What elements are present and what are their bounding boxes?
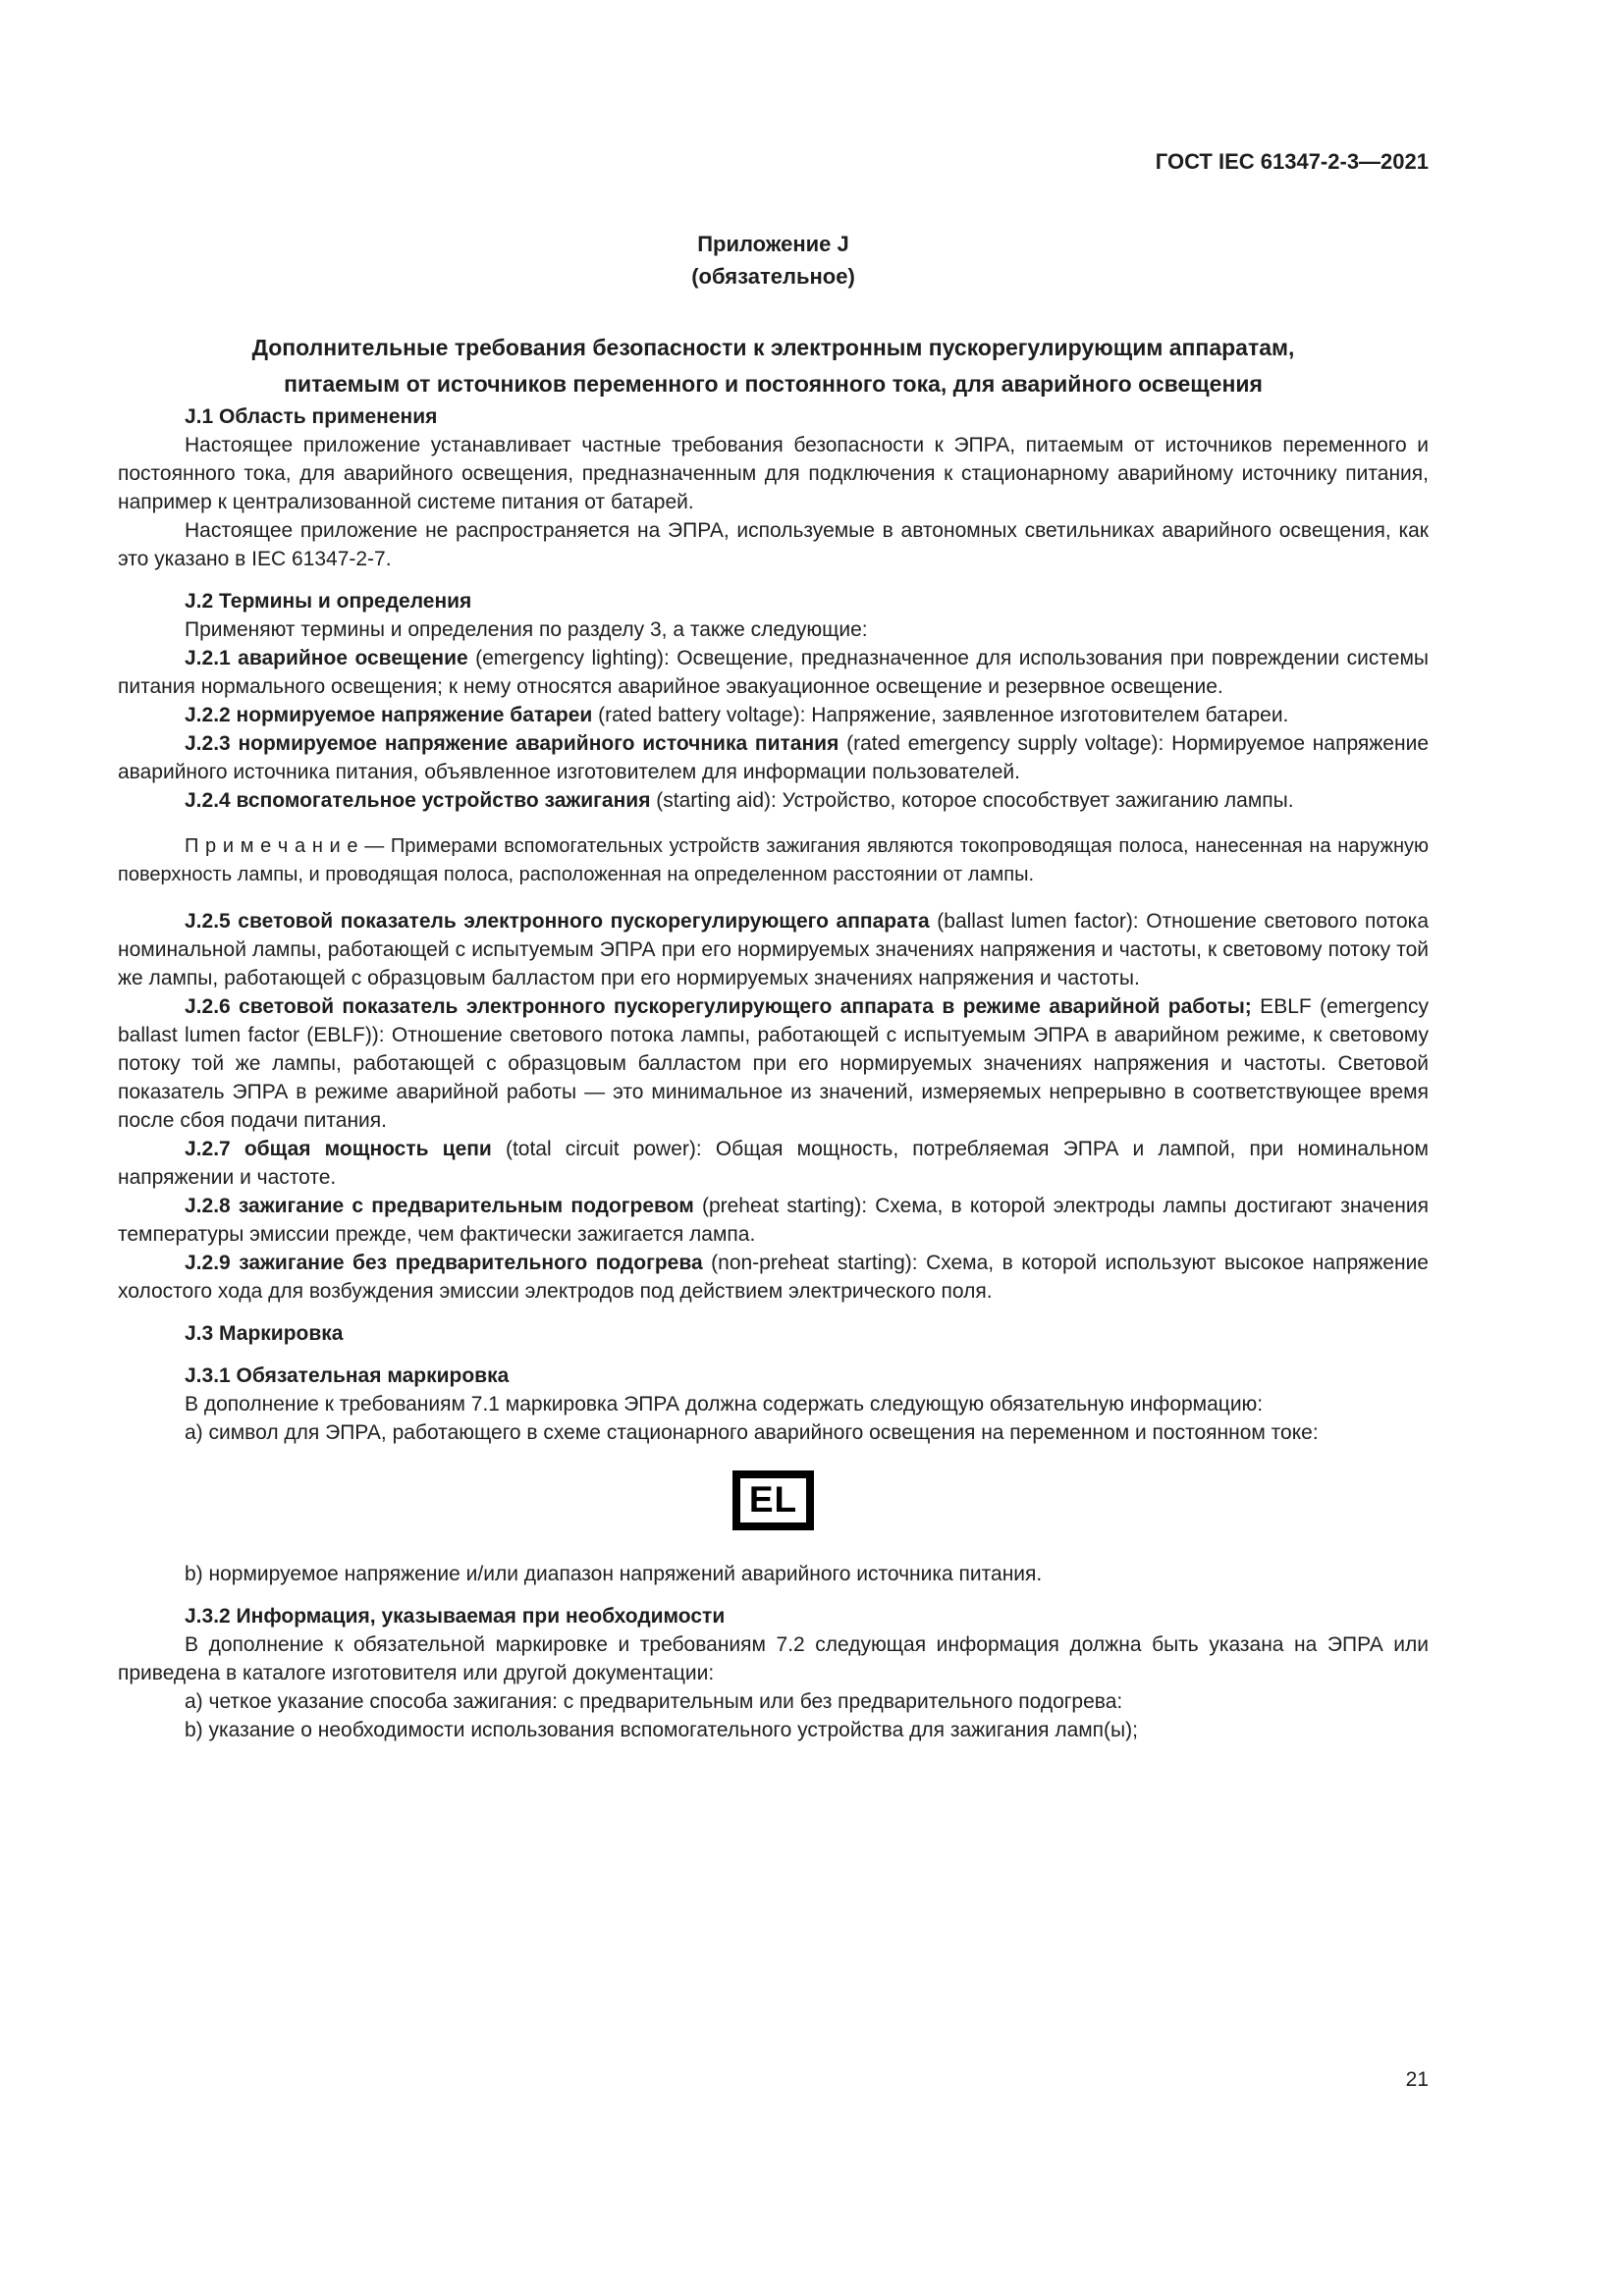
- text-run: В дополнение к обязательной маркировке и требованиям 7.2 следующая информация должна быть указана на ЭПРА или приведена в каталоге изготовителя или другой документации:: [118, 1633, 1429, 1684]
- section-heading-j3: J.3 Маркировка: [185, 1322, 344, 1345]
- document-title-line-2: питаемым от источников переменного и постоянного тока, для аварийного освещения: [284, 371, 1263, 397]
- body-paragraph: [118, 431, 1429, 516]
- section-heading-j32: J.3.2 Информация, указываемая при необходимости: [185, 1605, 726, 1628]
- document-title-line-1: Дополнительные требования безопасности к электронным пускорегулирующим аппаратам,: [251, 335, 1295, 360]
- body-paragraph: [118, 644, 1429, 701]
- text-run: (total circuit power): Общая мощность, потребляемая ЭПРА и лампой, при номинальном напряжении и частоте.: [118, 1138, 1429, 1189]
- term-definition-bold: J.2.9 зажигание без предварительного подогрева: [185, 1252, 703, 1274]
- body-paragraph: [118, 1390, 1429, 1418]
- note-block: [118, 832, 1429, 889]
- term-definition-bold: J.2.4 вспомогательное устройство зажигания: [185, 789, 651, 812]
- term-definition-bold: J.2.1 аварийное освещение: [185, 647, 468, 669]
- appendix-obligatory-note: (обязательное): [691, 264, 855, 289]
- text-run: (non-preheat starting): Схема, в которой используют высокое напряжение холостого хода для возбуждения эмиссии электродов под действием электрического поля.: [118, 1252, 1429, 1303]
- body-paragraph: [118, 1687, 1429, 1716]
- body-paragraph: [118, 615, 1429, 644]
- text-run: (starting aid): Устройство, которое способствует зажиганию лампы.: [650, 789, 1294, 812]
- section-heading-j31: J.3.1 Обязательная маркировка: [185, 1364, 510, 1387]
- body-paragraph: [118, 1560, 1429, 1588]
- term-definition-bold: J.2.3 нормируемое напряжение аварийного источника питания: [185, 732, 839, 755]
- symbol-row: [118, 1470, 1429, 1530]
- body-paragraph: [118, 1418, 1429, 1447]
- text-run: b) указание о необходимости использования вспомогательного устройства для зажигания ламп(ы);: [185, 1719, 1138, 1741]
- appendix-label: Приложение J: [697, 232, 849, 256]
- term-definition-bold: J.2.7 общая мощность цепи: [185, 1138, 492, 1160]
- text-run: (rated battery voltage): Напряжение, заявленное изготовителем батареи.: [592, 704, 1289, 726]
- term-definition-bold: J.2.6 световой показатель электронного пускорегулирующего аппарата в режиме аварийной работы;: [185, 995, 1252, 1018]
- text-run: (ballast lumen factor): Отношение светового потока номинальной лампы, работающей с испытуемым ЭПРА при его нормируемых значениях напряжения и частоты, к световому потоку той же лампы, работающей с образцовым балластом при его нормируемых значениях напряжения и частоты.: [118, 910, 1429, 989]
- section-heading-j1: J.1 Область применения: [185, 405, 438, 428]
- document-title: [118, 330, 1429, 402]
- text-run: (preheat starting): Схема, в которой электроды лампы достигают значения температуры эмиссии прежде, чем фактически зажигается лампа.: [118, 1195, 1429, 1246]
- body-paragraph: [118, 786, 1429, 815]
- appendix-block: [118, 228, 1429, 293]
- text-run: Применяют термины и определения по разделу 3, а также следующие:: [185, 618, 868, 641]
- text-run: В дополнение к требованиям 7.1 маркировка ЭПРА должна содержать следующую обязательную информацию:: [185, 1393, 1264, 1415]
- page-number: 21: [1405, 2068, 1429, 2091]
- text-run: b) нормируемое напряжение и/или диапазон напряжений аварийного источника питания.: [185, 1563, 1043, 1585]
- text-run: Настоящее приложение не распространяется на ЭПРА, используемые в автономных светильниках аварийного освещения, как это указано в IEC 61347-2-7.: [118, 519, 1429, 570]
- body-paragraph: [118, 516, 1429, 573]
- body-paragraph: [118, 1630, 1429, 1687]
- term-definition-bold: J.2.8 зажигание с предварительным подогревом: [185, 1195, 694, 1217]
- text-run: П р и м е ч а н и е — Примерами вспомогательных устройств зажигания являются токопроводящая полоса, нанесенная на наружную поверхность лампы, и проводящая полоса, расположенная на определенном расстоянии от лампы.: [118, 835, 1429, 885]
- body-paragraph: [118, 729, 1429, 786]
- text-run: а) символ для ЭПРА, работающего в схеме стационарного аварийного освещения на переменном и постоянном токе:: [185, 1421, 1319, 1444]
- body-paragraph: [118, 1135, 1429, 1192]
- body-paragraph: [118, 1716, 1429, 1744]
- text-run: а) четкое указание способа зажигания: с предварительным или без предварительного подогрева:: [185, 1690, 1123, 1713]
- body-paragraph: [118, 1249, 1429, 1306]
- section-heading-j2: J.2 Термины и определения: [185, 590, 472, 613]
- term-definition-bold: J.2.5 световой показатель электронного пускорегулирующего аппарата: [185, 910, 930, 933]
- emergency-lighting-symbol: EL: [732, 1470, 814, 1530]
- term-definition-bold: J.2.2 нормируемое напряжение батареи: [185, 704, 593, 726]
- body-paragraph: [118, 701, 1429, 729]
- text-run: (rated emergency supply voltage): Нормируемое напряжение аварийного источника питания, объявленное изготовителем для информации пользователей.: [118, 732, 1429, 783]
- body-paragraph: [118, 992, 1429, 1135]
- document-body: [118, 402, 1429, 1744]
- text-run: Настоящее приложение устанавливает частные требования безопасности к ЭПРА, питаемым от источников переменного и постоянного тока, для аварийного освещения, предназначенным для подключения к стационарному аварийному источнику питания, например к централизованной системе питания от батарей.: [118, 434, 1429, 513]
- body-paragraph: [118, 907, 1429, 992]
- text-run: EBLF (emergency ballast lumen factor (EBLF)): Отношение светового потока лампы, работающей с испытуемым ЭПРА в аварийном режиме, к световому потоку той же лампы, работающей с образцовым балластом при его нормируемых значениях напряжения и частоты. Световой показатель ЭПРА в режиме аварийной работы — это минимальное из значений, измеряемых непрерывно в соответствующее время после сбоя подачи питания.: [118, 995, 1429, 1132]
- standard-reference: ГОСТ IEC 61347-2-3—2021: [1155, 149, 1429, 174]
- body-paragraph: [118, 1192, 1429, 1249]
- text-run: (emergency lighting): Освещение, предназначенное для использования при повреждении системы питания нормального освещения; к нему относятся аварийное эвакуационное освещение и резервное освещение.: [118, 647, 1429, 698]
